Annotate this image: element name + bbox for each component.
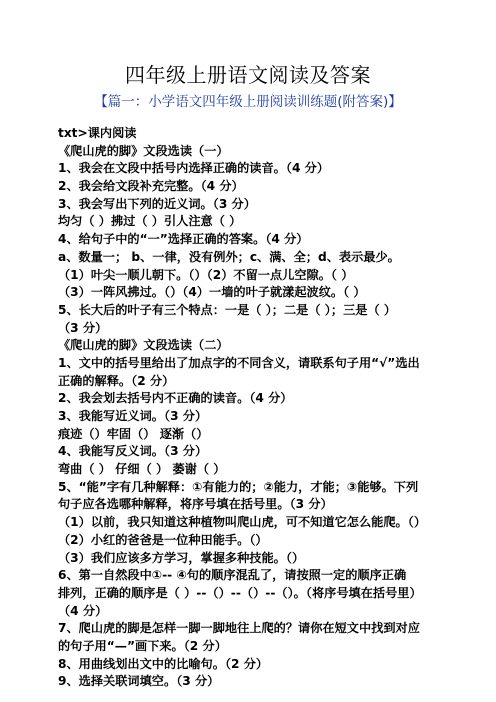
- body-line: 正确的解释。（2 分）: [58, 373, 175, 388]
- body-line: 2、我会给文段补充完整。（4 分）: [58, 179, 244, 194]
- body-line: 3、我能写近义词。（3 分）: [58, 409, 208, 423]
- body-line: a、数量一； b、一律，没有例外；c、满、全；d、表示最少。: [58, 249, 400, 264]
- body-line: 3、我会写出下列的近义词。（3 分）: [58, 196, 256, 211]
- body-line: 《爬山虎的脚》文段选读（二）: [58, 338, 229, 353]
- body-line: （3）一阵风拂过。（）（4）一墙的叶子就漾起波纹。（ ）: [58, 285, 366, 300]
- body-line: 8、用曲线划出文中的比喻句。（2 分）: [58, 656, 269, 671]
- body-line: 的句子用“—”画下来。（2 分）: [58, 638, 227, 653]
- body-line: 1、文中的括号里给出了加点字的不同含义，请联系句子用“√”选出: [58, 355, 420, 370]
- body-line: （1）叶尖一顺儿朝下。（）（2）不留一点儿空隙。（ ）: [58, 267, 354, 282]
- body-line: 痕迹（）牢固（） 逐渐（）: [58, 426, 209, 441]
- body-line: （1）以前，我只知道这种植物叫爬山虎，可不知道它怎么能爬。（）: [58, 515, 427, 530]
- body-line: 9、选择关联词填空。（3 分）: [58, 674, 220, 689]
- body-line: 7、爬山虎的脚是怎样一脚一脚地往上爬的？请你在短文中找到对应: [58, 621, 420, 636]
- body-line: 2、我会划去括号内不正确的读音。（4 分）: [58, 391, 293, 406]
- document-subtitle: 【篇一：小学语文四年级上册阅读训练题(附答案)】: [94, 94, 402, 110]
- body-line: （4 分）: [58, 603, 108, 618]
- body-line: （2）小红的爸爸是一位种田能手。（）: [58, 532, 268, 547]
- body-line: 句子应各选哪种解释，将序号填在括号里。（3 分）: [58, 497, 333, 512]
- body-line: 1、我会在文段中括号内选择正确的读音。（4 分）: [58, 161, 330, 176]
- body-line: （3）我们应该多方学习，掌握多种技能。（）: [58, 550, 305, 565]
- document-title: 四年级上册语文阅读及答案: [125, 63, 371, 87]
- body-line: 4、给句子中的“一”选择正确的答案。（4 分）: [58, 232, 309, 247]
- body-line: 《爬山虎的脚》文段选读（一）: [58, 143, 229, 158]
- body-line: 5、“能”字有几种解释：①有能力的；②能力，才能；③能够。下列: [58, 479, 419, 494]
- body-line: 均匀（ ）拂过（ ）引人注意（ ）: [58, 214, 242, 229]
- body-line: 5、长大后的叶子有三个特点：一是（ ）；二是（ ）；三是（ ）: [58, 302, 397, 317]
- body-line: 6、第一自然段中①-- ④句的顺序混乱了，请按照一定的顺序正确: [58, 568, 407, 583]
- body-line: （3 分）: [58, 320, 108, 335]
- body-line: 弯曲（ ） 仔细（ ） 萎谢（ ）: [58, 462, 226, 477]
- body-line: 4、我能写反义词。（3 分）: [58, 444, 208, 459]
- document-body: [58, 125, 476, 691]
- body-line: 排列，正确的顺序是（ ）--（）--（）--（）。（将序号填在括号里）: [58, 585, 422, 600]
- body-line: txt>课内阅读: [58, 126, 137, 140]
